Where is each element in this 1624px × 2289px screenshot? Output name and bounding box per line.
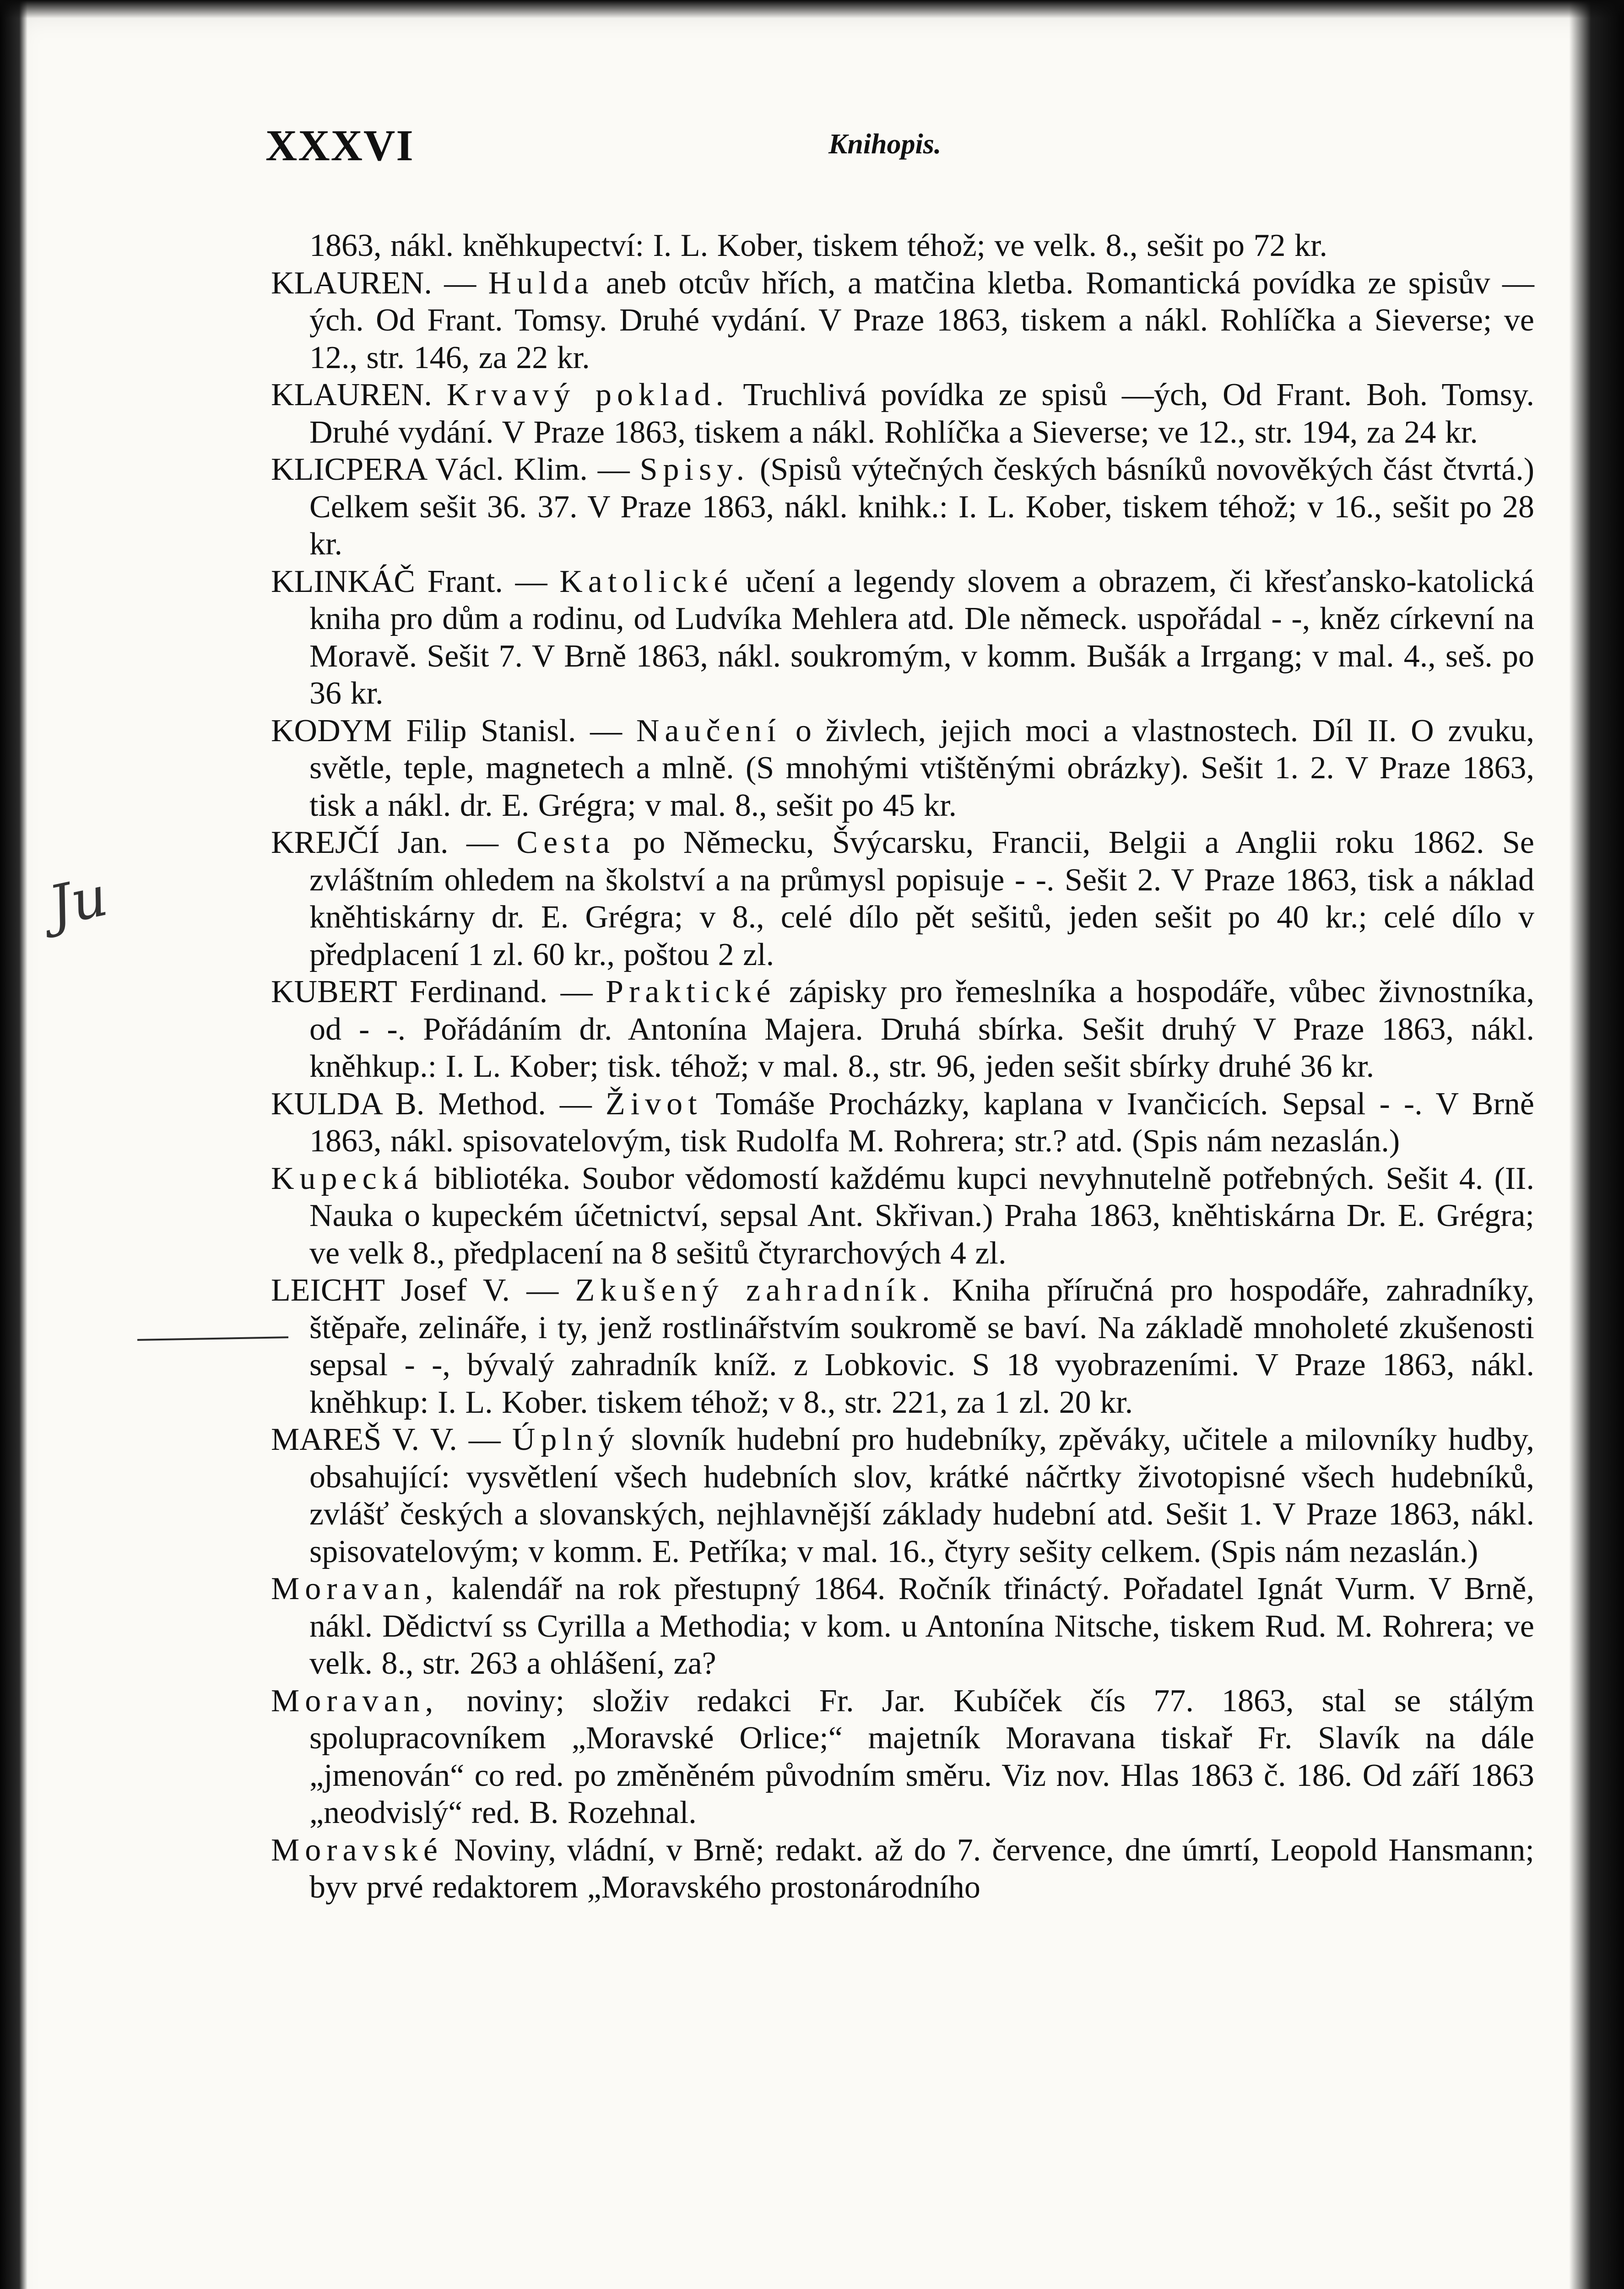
bibliography-entry: Moravan, noviny; složiv redakci Fr. Jar. Kubíček čís 77. 1863, stal se stálým spolupracovníkem „Moravské Orlice;“ majetník Moravana tiskař Fr. Slavík na dále „jmenován“ co red. po změněném původním směru. Viz nov. Hlas 1863 č. 186. Od září 1863 „neodvislý“ red. B. Rozehnal. bbox=[271, 1683, 1534, 1830]
bibliography-entry: 1863, nákl. kněhkupectví: I. L. Kober, tiskem téhož; ve velk. 8., sešit po 72 kr. bbox=[309, 228, 1327, 263]
page-header bbox=[265, 120, 1437, 175]
bibliography-entry: Moravan, kalendář na rok přestupný 1864. Ročník třináctý. Pořadatel Ignát Vurm. V Brně, nákl. Dědictví ss Cyrilla a Methodia; v kom. u Antonína Nitsche, tiskem Rud. M. Rohrera; ve velk. 8., str. 263 a ohlášení, za? bbox=[271, 1571, 1534, 1681]
bibliography-entry: KODYM Filip Stanisl. — Naučení o živlech, jejich moci a vlastnostech. Díl II. O zvuku, světle, teple, magnetech a mlně. (S mnohými vtištěnými obrázky). Sešit 1. 2. V Praze 1863, tisk a nákl. dr. E. Grégra; v mal. 8., sešit po 45 kr. bbox=[271, 713, 1534, 823]
page-edge-top bbox=[0, 0, 1624, 18]
bibliography-list bbox=[271, 227, 1534, 1906]
bibliography-entry: KREJČÍ Jan. — Cesta po Německu, Švýcarsku, Francii, Belgii a Anglii roku 1862. Se zvláštním ohledem na školství a na průmysl popisuje - -. Sešit 2. V Praze 1863, tisk a náklad kněhtiskárny dr. E. Grégra; v 8., celé dílo pět sešitů, jeden sešit po 40 kr.; celé dílo v předplacení 1 zl. 60 kr., poštou 2 zl. bbox=[271, 825, 1534, 972]
bibliography-entry: Kupecká bibliotéka. Soubor vědomostí každému kupci nevyhnutelně potřebných. Sešit 4. (II. Nauka o kupeckém účetnictví, sepsal Ant. Skřivan.) Praha 1863, kněhtiskárna Dr. E. Grégra; ve velk 8., předplacení na 8 sešitů čtyrarchových 4 zl. bbox=[271, 1161, 1534, 1271]
page-edge-right bbox=[1569, 0, 1624, 2289]
bibliography-entry: KLAUREN. — Hulda aneb otcův hřích, a matčina kletba. Romantická povídka ze spisův —ých. Od Frant. Tomsy. Druhé vydání. V Praze 1863, tiskem a nákl. Rohlíčka a Sieverse; ve 12., str. 146, za 22 kr. bbox=[271, 265, 1534, 375]
page-edge-left bbox=[0, 0, 27, 2289]
handwritten-margin-line bbox=[137, 1336, 288, 1341]
bibliography-entry: Moravské Noviny, vládní, v Brně; redakt. až do 7. července, dne úmrtí, Leopold Hansmann; byv prvé redaktorem „Moravského prostonárodního bbox=[271, 1832, 1534, 1905]
page-number: XXXVI bbox=[265, 121, 414, 170]
bibliography-entry: KLAUREN. Krvavý poklad. Truchlivá povídka ze spisů —ých, Od Frant. Boh. Tomsy. Druhé vydání. V Praze 1863, tiskem a nákl. Rohlíčka a Sieverse; ve 12., str. 194, za 24 kr. bbox=[271, 377, 1534, 450]
bibliography-entry: KULDA B. Method. — Život Tomáše Procházky, kaplana v Ivančicích. Sepsal - -. V Brně 1863, nákl. spisovatelovým, tisk Rudolfa M. Rohrera; str.? atd. (Spis nám nezaslán.) bbox=[271, 1086, 1534, 1159]
bibliography-entry: KUBERT Ferdinand. — Praktické zápisky pro řemeslníka a hospodáře, vůbec živnostníka, od - -. Pořádáním dr. Antonína Majera. Druhá sbírka. Sešit druhý V Praze 1863, nákl. kněhkup.: I. L. Kober; tisk. téhož; v mal. 8., str. 96, jeden sešit sbírky druhé 36 kr. bbox=[271, 974, 1534, 1084]
handwritten-margin-note: Ju bbox=[43, 864, 113, 939]
bibliography-entry: KLICPERA Václ. Klim. — Spisy. (Spisů výtečných českých básníků novověkých část čtvrtá.) Celkem sešit 36. 37. V Praze 1863, nákl. knihk.: I. L. Kober, tiskem téhož; v 16., sešit po 28 kr. bbox=[271, 452, 1535, 562]
bibliography-entry: KLINKÁČ Frant. — Katolické učení a legendy slovem a obrazem, či křesťansko-katolická kniha pro dům a rodinu, od Ludvíka Mehlera atd. Dle německ. uspořádal - -, kněz církevní na Moravě. Sešit 7. V Brně 1863, nákl. soukromým, v komm. Bušák a Irrgang; v mal. 4., seš. po 36 kr. bbox=[271, 564, 1534, 711]
running-title: Knihopis. bbox=[828, 129, 942, 160]
bibliography-entry: MAREŠ V. V. — Úplný slovník hudební pro hudebníky, zpěváky, učitele a milovníky hudby, obsahující: vysvětlení všech hudebních slov, krátké náčrtky životopisné všech hudebníků, zvlášť českých a slovanských, nejhlavnější základy hudební atd. Sešit 1. V Praze 1863, nákl. spisovatelovým; v komm. E. Petříka; v mal. 16., čtyry sešity celkem. (Spis nám nezaslán.) bbox=[271, 1422, 1535, 1569]
bibliography-entry: LEICHT Josef V. — Zkušený zahradník. Kniha příručná pro hospodáře, zahradníky, štěpaře, zelináře, i ty, jenž rostlinářstvím soukromě se baví. Na základě mnoholeté zkušenosti sepsal - -, bývalý zahradník kníž. z Lobkovic. S 18 vyobrazeními. V Praze 1863, nákl. kněhkup: I. L. Kober. tiskem téhož; v 8., str. 221, za 1 zl. 20 kr. bbox=[271, 1273, 1534, 1420]
